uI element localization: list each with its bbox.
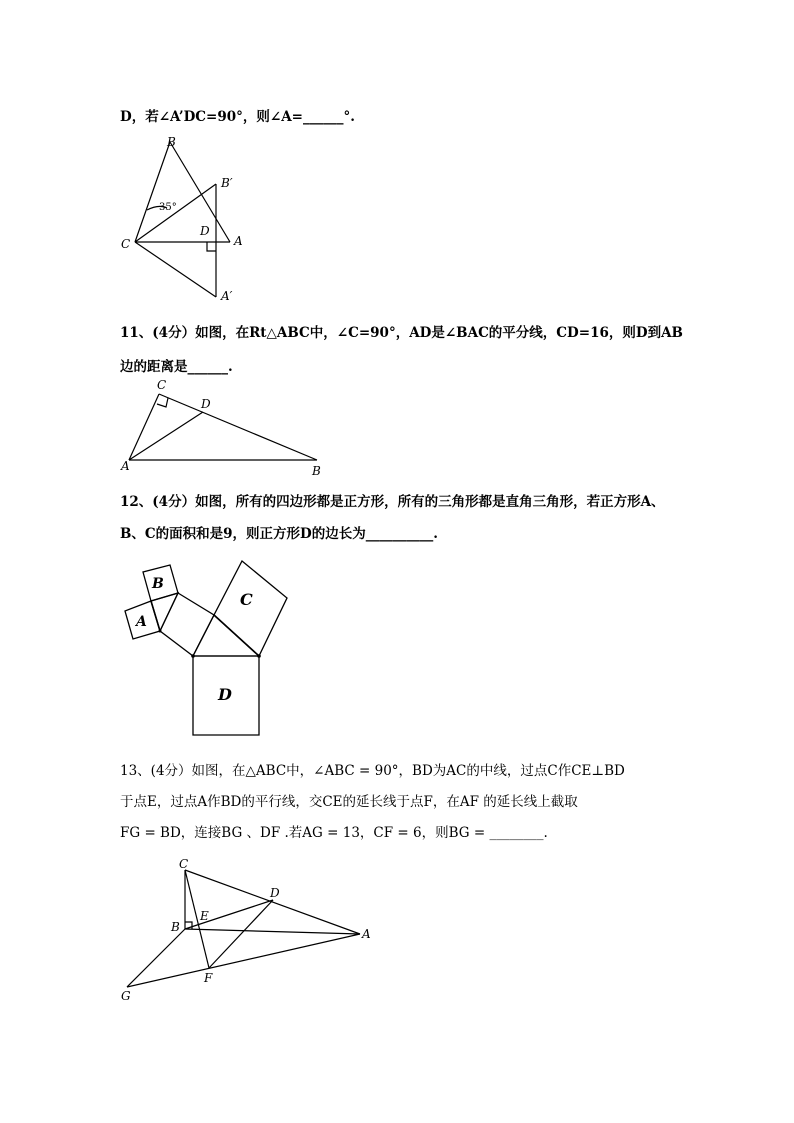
- q11-label-d: D: [201, 397, 211, 411]
- q13-text-line-2: 于点E，过点A作BD的平行线，交CE的延长线于点F，在AF 的延长线上截取: [120, 794, 578, 810]
- q10-text-line: D，若∠A’DC=90°，则∠A=______°.: [120, 109, 355, 125]
- q10-angle-label: 35°: [159, 202, 177, 213]
- q12-label-b: B: [152, 576, 164, 592]
- q10-label-a: A: [234, 234, 243, 248]
- q10-label-c: C: [121, 237, 131, 251]
- q13-label-a: A: [362, 927, 371, 941]
- q12-text-line-2: B、C的面积和是9，则正方形D的边长为__________.: [120, 526, 438, 542]
- q12-label-d: D: [218, 685, 232, 704]
- q12-text-line-1: 12、(4分）如图，所有的四边形都是正方形，所有的三角形都是直角三角形，若正方形A、: [120, 494, 665, 510]
- q12-figure: [120, 555, 295, 740]
- q10-label-d: D: [200, 224, 210, 238]
- q11-label-c: C: [157, 378, 167, 392]
- q13-figure: [115, 855, 385, 1005]
- q10-label-b-prime: B′: [221, 176, 233, 190]
- q11-label-a: A: [121, 459, 130, 473]
- q13-label-e: E: [200, 909, 209, 923]
- q13-label-g: G: [121, 989, 131, 1003]
- q10-label-a-prime: A′: [221, 289, 233, 303]
- q13-label-d: D: [270, 886, 280, 900]
- q12-label-a: A: [136, 614, 147, 630]
- q12-label-c: C: [240, 590, 253, 609]
- q10-figure: [115, 132, 275, 307]
- q13-label-f: F: [204, 971, 213, 985]
- q10-label-b: B: [167, 135, 176, 149]
- q11-text-line-1: 11、(4分）如图，在Rt△ABC中，∠C=90°，AD是∠BAC的平分线，CD=16，则D到AB: [120, 325, 683, 341]
- q13-label-c: C: [179, 857, 189, 871]
- q13-text-line-3: FG = BD，连接BG 、DF .若AG = 13，CF = 6，则BG = ________.: [120, 825, 548, 841]
- q11-figure: [115, 378, 335, 478]
- q11-label-b: B: [312, 464, 321, 478]
- q11-text-line-2: 边的距离是______.: [120, 359, 233, 375]
- q13-text-line-1: 13、(4分）如图，在△ABC中，∠ABC = 90°，BD为AC的中线，过点C作CE⊥BD: [120, 763, 625, 779]
- q13-label-b: B: [171, 920, 180, 934]
